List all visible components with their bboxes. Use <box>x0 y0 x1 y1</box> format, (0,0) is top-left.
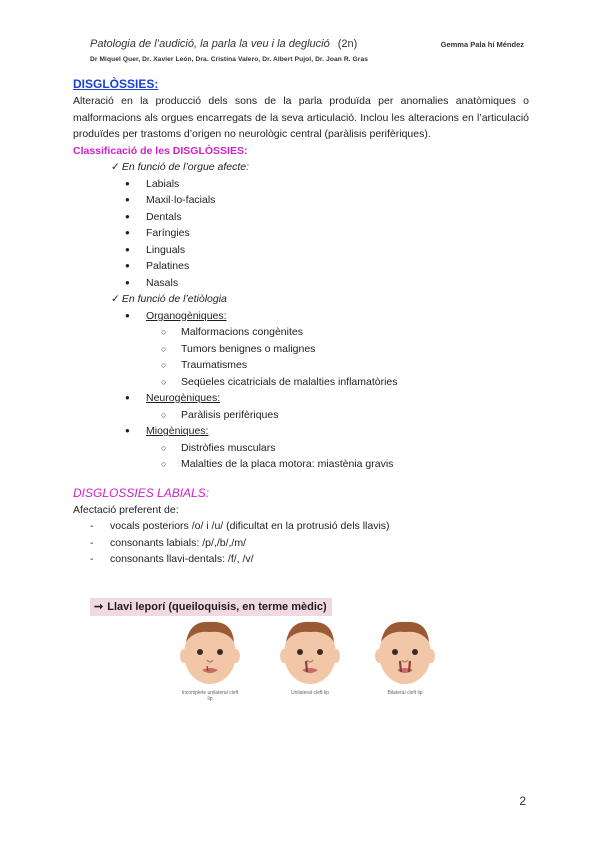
list-item: - vocals posteriors /o/ i /u/ (dificultat en la protrusió dels llavis) <box>73 518 529 535</box>
child-face-illustration <box>375 616 435 686</box>
list-item: - consonants llavi-dentals: /f/, /v/ <box>73 551 529 568</box>
section-title: DISGLÒSSIES: <box>73 77 159 91</box>
child-face-illustration <box>180 616 240 686</box>
face-bilateral <box>375 616 435 696</box>
professors-list: Dr Miquel Quer, Dr. Xavier León, Dra. Cristina Valero, Dr. Albert Pujol, Dr. Joan R. Gras <box>90 56 368 63</box>
neurogenic-list <box>73 407 529 424</box>
list-item: ○ Distròfies musculars <box>73 440 529 457</box>
list-item: ● Labials <box>73 176 529 193</box>
figure-caption: Unilateral cleft lip <box>290 690 330 696</box>
list-item: ○ Malformacions congènites <box>73 324 529 341</box>
etiology-group <box>73 390 529 407</box>
arrow-right-icon: ➞ <box>94 601 104 613</box>
check-icon: ✓ <box>111 293 120 305</box>
list-item: ● Faríngies <box>73 225 529 242</box>
etiology-group <box>73 423 529 440</box>
list-item: ● Dentals <box>73 209 529 226</box>
figure-caption: Incomplete unilateral cleft lip <box>181 690 239 702</box>
etiology-list-2 <box>73 390 529 407</box>
organ-classification-heading: ✓ En funció de l’orgue afecte: <box>111 161 250 173</box>
labial-list <box>73 518 529 568</box>
group-label: Organogèniques: <box>146 309 227 322</box>
cleft-lip-highlight <box>90 598 332 616</box>
list-item: ● Palatines <box>73 258 529 275</box>
organ-list <box>73 176 529 292</box>
check-icon: ✓ <box>111 161 120 173</box>
page-number: 2 <box>519 794 526 808</box>
list-item: ○ Traumatismes <box>73 357 529 374</box>
etiology-group <box>73 308 529 325</box>
course-edition: (2n) <box>337 38 358 50</box>
organogenic-list <box>73 324 529 390</box>
list-item: ● Linguals <box>73 242 529 259</box>
list-item: ○ Paràlisis perifèriques <box>73 407 529 424</box>
child-face-illustration <box>280 616 340 686</box>
figure-caption: Bilateral cleft lip <box>387 690 423 696</box>
list-item: ● Maxil·lo-facials <box>73 192 529 209</box>
definition-paragraph: Alteració en la producció dels sons de la parla produïda per anomalies anatòmiques o malformacions als orgues encarregats de la seva articulació. Inclou les alteracions en l’articulació produïdes per trastoms d’origen no neurològic central (paràlisis perifèriques). <box>73 95 529 140</box>
etiology-classification-heading: ✓ En funció de l’etiòlogia <box>111 293 227 305</box>
classification-title: Classificació de les DISGLÒSSIES: <box>73 144 248 157</box>
group-label: Neurogèniques: <box>146 392 221 404</box>
list-item: - consonants labials: /p/,/b/,/m/ <box>73 535 529 552</box>
list-item: ○ Seqüeles cicatricials de malalties inflamatòries <box>73 374 529 391</box>
cleft-lip-figure <box>180 616 450 716</box>
page-header <box>90 38 530 63</box>
group-label: Miogèniques: <box>146 425 209 437</box>
list-item: ○ Malalties de la placa motora: miastènia gravis <box>73 456 529 473</box>
face-unilateral <box>280 616 340 696</box>
main-content <box>73 76 529 568</box>
etiology-list-3 <box>73 423 529 440</box>
labial-intro: Afectació preferent de: <box>73 503 179 516</box>
list-item: ○ Tumors benignes o malignes <box>73 341 529 358</box>
list-item: ● Nasals <box>73 275 529 292</box>
highlight-text: Llavi leporí (queiloquisis, en terme mèdic) <box>107 601 327 613</box>
author-name: Gemma Pala hí Méndez <box>440 40 524 49</box>
myogenic-list <box>73 440 529 473</box>
face-incomplete-unilateral <box>180 616 240 702</box>
course-title: Patologia de l’audició, la parla la veu i la deglució (2n) <box>90 38 358 50</box>
etiology-list <box>73 308 529 325</box>
labial-section-title: DISGLOSSIES LABIALS: <box>73 485 210 500</box>
